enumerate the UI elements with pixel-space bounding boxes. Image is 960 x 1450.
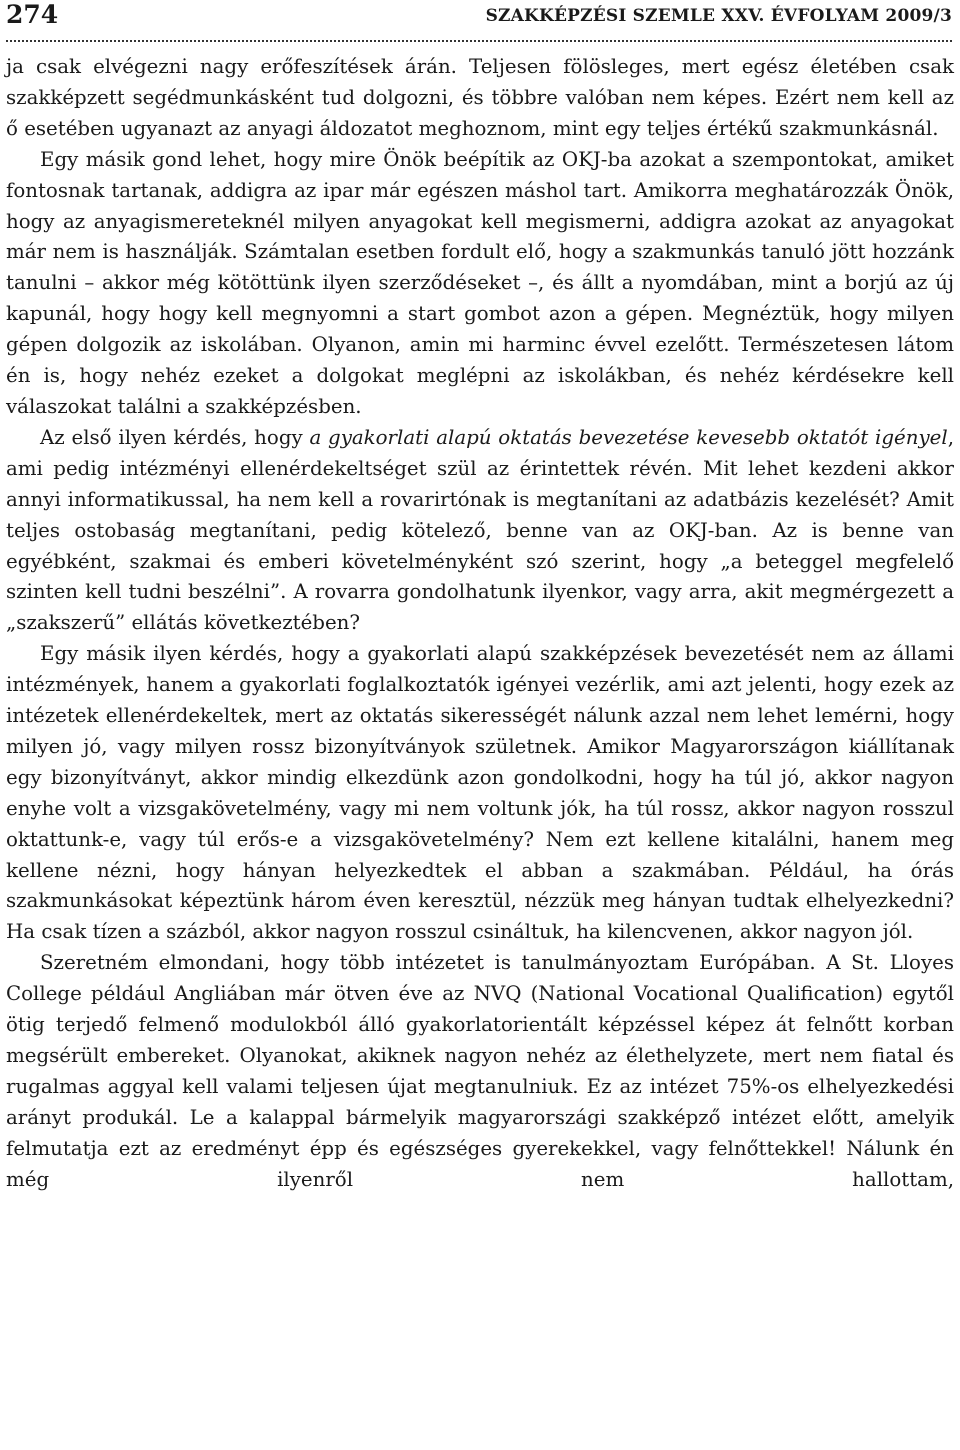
- paragraph: Egy másik ilyen kérdés, hogy a gyakorlati alapú szakképzések bevezetését nem az állami intézmények, hanem a gyakorlati foglalkoztatók igényei vezérlik, ami azt jelenti, hogy ezek az intézetek ellenérdekeltek, mert az oktatás sikerességét nálunk azzal nem lehet lemérni, hogy milyen jó, vagy milyen rossz bizonyítványok születnek. Amikor Magyarországon kiállítanak egy bizonyítványt, akkor mindig elkezdünk azon gondolkodni, hogy ha túl jó, akkor nagyon enyhe volt a vizsgakövetelmény, vagy mi nem voltunk jók, ha túl rossz, akkor nagyon rosszul oktattunk-e, vagy túl erős-e a vizsgakövetelmény? Nem ezt kellene kitalálni, hanem meg kellene nézni, hogy hányan helyezkedtek el abban a szakmában. Például, ha órás szakmunkásokat képeztünk három éven keresztül, nézzük meg hányan tudtak elhelyezkedni? Ha csak tízen a százból, akkor nagyon rosszul csináltuk, ha kilencvenen, akkor nagyon jól.: [6, 642, 954, 944]
- journal-title: SZAKKÉPZÉSI SZEMLE XXV. ÉVFOLYAM 2009/3: [485, 6, 952, 26]
- paragraph: Egy másik gond lehet, hogy mire Önök beépítik az OKJ-ba azokat a szempontokat, amiket fontosnak tartanak, addigra az ipar már egészen máshol tart. Amikorra meghatározzák Önök, hogy az anyagismereteknél milyen anyagokat kell megismerni, addigra azokat az anyagokat már nem is használják. Számtalan esetben fordult elő, hogy a szakmunkás tanuló jött hozzánk tanulni – akkor még kötöttünk ilyen szerződéseket –, és állt a nyomdában, mint a borjú az új kapunál, hogy hogy kell megnyomni a start gombot azon a gépen. Megnéztük, hogy milyen gépen dolgozik az iskolában. Olyanon, amin mi harminc évvel ezelőtt. Természetesen látom én is, hogy nehéz ezeket a dolgokat meglépni az iskolákban, és nehéz kérdésekre kell válaszokat találni a szakképzésben.: [6, 147, 954, 418]
- article-body: [6, 52, 954, 1196]
- page-number: 274: [6, 0, 59, 29]
- paragraph-text: , ami pedig intézményi ellenérdekeltséget szül az érintettek révén. Mit lehet kezdeni akkor annyi informatikussal, ha nem kell a rovarirtónak is megtanítani az adatbázis kezelését? Amit teljes ostobaság megtanítani, pedig kötelező, benne van az OKJ-ban. Az is benne van egyébként, szakmai és emberi követelményként szó szerint, hogy „a beteggel megfelelő szinten kell tudni beszélni”. A rovarra gondolhatunk ilyenkor, vagy arra, akit megmérgezett a „szakszerű” ellátás következtében?: [6, 425, 954, 635]
- paragraph-text: Az első ilyen kérdés, hogy: [40, 425, 310, 449]
- paragraph: [6, 423, 954, 639]
- paragraph: Szeretném elmondani, hogy több intézetet is tanulmányoztam Európában. A St. Lloyes College például Angliában már ötven éve az NVQ (National Vocational Qualification) egytől ötig terjedő felmenő modulokból álló gyakorlatorientált képzéssel képez át felnőtt korban megsérült embereket. Olyanokat, akiknek nagyon nehéz az élethelyzete, mert nem fiatal és rugalmas aggyal kell valami teljesen újat megtanulniuk. Ez az intézet 75%-os elhelyezkedési arányt produkál. Le a kalappal bármelyik magyarországi szakképző intézet előtt, amelyik felmutatja ezt az eredményt épp és egészséges gyerekekkel, vagy felnőttekkel! Nálunk én még ilyenről nem hallottam,: [6, 951, 954, 1191]
- paragraph: ja csak elvégezni nagy erőfeszítések árán. Teljesen fölösleges, mert egész életében csak szakképzett segédmunkásként tud dolgozni, és többre valóban nem képes. Ezért nem kell az ő esetében ugyanazt az anyagi áldozatot meghoznom, mint egy teljes értékű szakmunkásnál.: [6, 55, 954, 140]
- header-divider: [6, 40, 952, 42]
- emphasized-text: a gyakorlati alapú oktatás bevezetése kevesebb oktatót igényel: [309, 425, 948, 449]
- page-header: [6, 0, 952, 40]
